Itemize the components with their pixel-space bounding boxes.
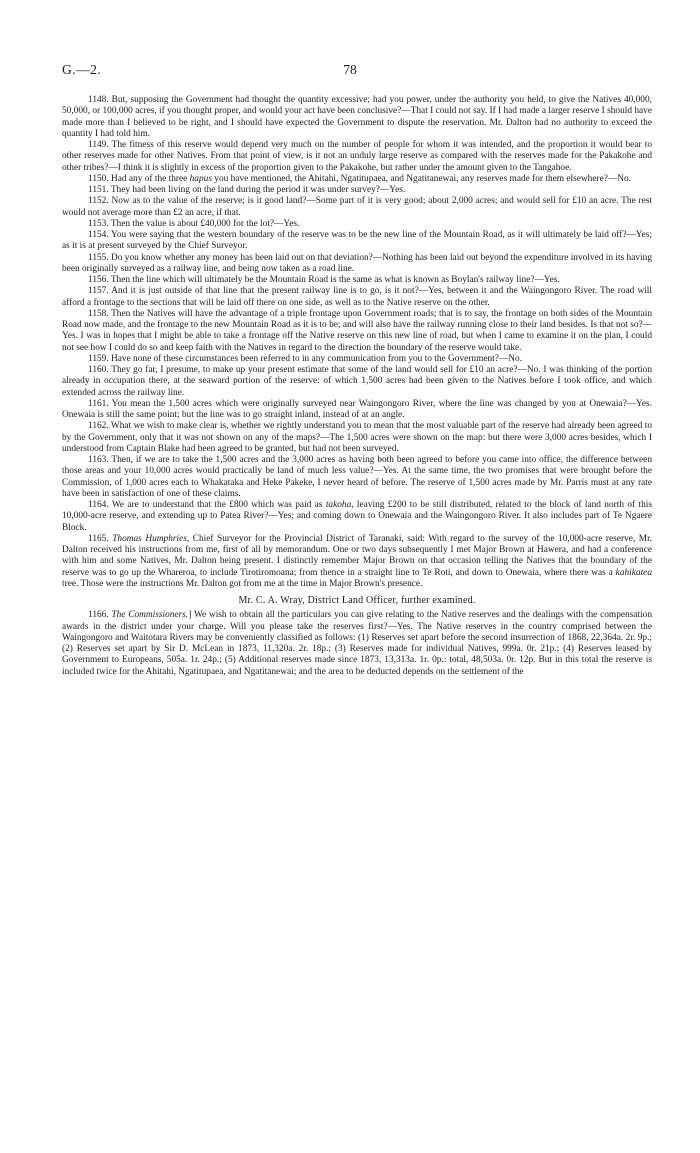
paragraph-1150-text-b: you have mentioned, the Ahitahi, Ngatitupaea, and Ngatitanewai, any reserves made for them elsewhere?—No. xyxy=(211,173,631,184)
paragraph-1160: 1160. They go far, I presume, to make up your present estimate that some of the land would sell for £10 an acre?—No. I was thinking of the portion already in occupation there, at the seaward portion of the reserve: of which 1,500 acres had been given to the Natives before I took office, and which extended across the railway line. xyxy=(62,365,652,398)
paragraph-1165 xyxy=(62,534,652,590)
paragraph-1164 xyxy=(62,500,652,534)
paragraph-1150 xyxy=(62,174,652,185)
paragraph-1166-text-b: ] We wish to obtain all the particulars you can give relating to the Native reserves and the dealings with the compensation awards in the district under your charge. Will you please take the reserves first?—Yes. The Native reserves in the country comprised between the Waingongoro and Waitotara Rivers may be conveniently classified as follows: (1) Reserves set apart before the second insurrection of 1868, 22,364a. 2r. 9p.; (2) Reserves set apart by Sir D. McLean in 1873, 11,320a. 2r. 18p.; (3) Reserves made for individual Natives, 999a. 0r. 21p.; (4) Reserves leased by Government to Europeans, 505a. 1r. 24p.; (5) Additional reserves made since 1873, 13,313a. 1r. 0p.: total, 48,503a. 0r. 12p. But in this total the reserve is included twice for the Ahitahi, Ngatitupaea, and Ngatitanewai; and the area to be deducted depends on the settlement of the xyxy=(62,610,652,677)
document-reference: G.—2. xyxy=(62,62,102,77)
paragraph-1155: 1155. Do you know whether any money has been laid out on that deviation?—Nothing has been laid out beyond the expenditure involved in its having been originally surveyed as a railway line, and being now taken as a road line. xyxy=(62,252,652,274)
paragraph-1164-emphasis: takoha xyxy=(325,500,352,510)
paragraph-1153: 1153. Then the value is about £40,000 for the lot?—Yes. xyxy=(88,218,300,229)
paragraph-1165-text-a: 1165. xyxy=(88,533,113,544)
paragraph-1166-speaker: The Commissioners. xyxy=(111,610,189,621)
paragraph-1150-emphasis: hapus xyxy=(189,173,212,184)
paragraph-1149: 1149. The fitness of this reserve would depend very much on the number of people for whom it was intended, and the proportion it would bear to other reserves made for other Natives. From that point of view, is it not an unduly large reserve as compared with the reserves made for the Pakakohe and other tribes?—I think it is slightly in excess of the proportion given to the Pakakohe, but rather under the amount given to the Tangahoe. xyxy=(62,140,652,173)
paragraph-1161: 1161. You mean the 1,500 acres which were originally surveyed near Waingongoro River, where the line was changed by you at Onewaia?—Yes. Onewaia is still the same point; but the line was to go straight inland, instead of at an angle. xyxy=(62,398,652,420)
paragraph-1150-text-a: 1150. Had any of the three xyxy=(88,173,190,184)
paragraph-1157: 1157. And it is just outside of that line that the present railway line is to go, is it not?—Yes, between it and the Waingongoro River. The road will afford a frontage to the sections that will be laid off there on one side, as well as to the Native reserve on the other. xyxy=(62,286,652,308)
paragraph-1165-text-c: tree. Those were the instructions Mr. Dalton got from me at the time in Major Brown's presence. xyxy=(62,578,423,589)
paragraph-1164-text-a: 1164. We are to understand that the £800 which was paid as xyxy=(88,500,326,510)
section-heading: Mr. C. A. Wray, District Land Officer, further examined. xyxy=(238,595,476,606)
paragraph-1164-text-b: , leaving £200 to be still distributed, related to the block of land north of this 10,000-acre reserve, and extending up to Patea River?—Yes; and coming down to Onewaia and the Waingongoro River. It also includes part of Te Ngaere Block. xyxy=(62,500,652,533)
document-body xyxy=(62,95,652,678)
paragraph-1162: 1162. What we wish to make clear is, whether we rightly understand you to mean that the most valuable part of the reserve had already been agreed to by the Government, only that it was not shown on any of the maps?—The 1,500 acres were shown on the map: but there were 3,000 acres besides, which I understood from Captain Blake had been agreed to be granted, but had not been surveyed. xyxy=(62,421,652,454)
paragraph-1165-emphasis: kahikatea xyxy=(615,567,652,578)
paragraph-1165-text-b: , Chief Surveyor for the Provincial District of Taranaki, said: With regard to the survey of the 10,000-acre reserve, Mr. Dalton received his instructions from me, first of all by memorandum. One or two days subsequently I met Major Brown at Hawera, and had a conference with him and some Natives, Mr. Dalton being present. I distinctly remember Major Brown on that occasion telling the Natives that the boundary of the reserve was to go up the Whareroa, to include Tirotiromoana; from thence in a straight line to Te Roti, and down to Onewaia, where there was a xyxy=(62,533,653,578)
paragraph-1152: 1152. Now as to the value of the reserve; is it good land?—Some part of it is very good; about 2,000 acres; and would sell for £10 an acre. The rest would not average more than £2 an acre, if that. xyxy=(62,196,652,218)
paragraph-1148: 1148. But, supposing the Government had thought the quantity excessive; had you power, under the authority you held, to give the Natives 40,000, 50,000, or 100,000 acres, if you thought proper, and would your act have been conclusive?—That I could not say. If I had made a larger reserve I should have made more than I believed to be right, and I should have expected the Government to dispute the reservation. Mr. Dalton had no authority to exceed the quantity I had told him. xyxy=(62,95,652,139)
paragraph-1156: 1156. Then the line which will ultimately be the Mountain Road is the same as what is known as Boylan's railway line?—Yes. xyxy=(88,275,560,285)
paragraph-1158: 1158. Then the Natives will have the advantage of a triple frontage upon Government roads; that is to say, the frontage on both sides of the Mountain Road now made, and the frontage to the new Mountain Road as it is to be; and will also have the railway running close to their land besides. Is that not so?—Yes. I was in hopes that I might be able to take a frontage off the Native reserve on this new line of road, but when I came to examine it on the plan, I could not see how I could do so and keep faith with the Natives in regard to the direction the boundary of the reserve would take. xyxy=(62,308,652,353)
paragraph-1166-text-a: 1166. xyxy=(88,610,112,621)
paragraph-1159: 1159. Have none of these circumstances been referred to in any communication from you to the Government?—No. xyxy=(88,353,522,364)
page-header xyxy=(0,62,700,82)
page-number: 78 xyxy=(343,62,357,77)
paragraph-1163: 1163. Then, if we are to take the 1,500 acres and the 3,000 acres as having both been agreed to before you came into office, the difference between those areas and your 10,000 acres would practically be land of much less value?—Yes. At the same time, the two promises that were brought before the Commission, of 1,000 acres each to Whakataka and Heke Pakeke, I never heard of before. The reserve of 1,500 acres made by Mr. Parris must at any rate have been in satisfaction of one of these claims. xyxy=(62,455,652,499)
paragraph-1165-speaker-name: Thomas Humphries xyxy=(112,533,187,544)
paragraph-1166 xyxy=(62,610,652,678)
paragraph-1151: 1151. They had been living on the land during the period it was under survey?—Yes. xyxy=(88,185,406,195)
paragraph-1154: 1154. You were saying that the western boundary of the reserve was to be the new line of the Mountain Road, as it will ultimately be laid off?—Yes; as it is at present surveyed by the Chief Surveyor. xyxy=(62,230,652,252)
